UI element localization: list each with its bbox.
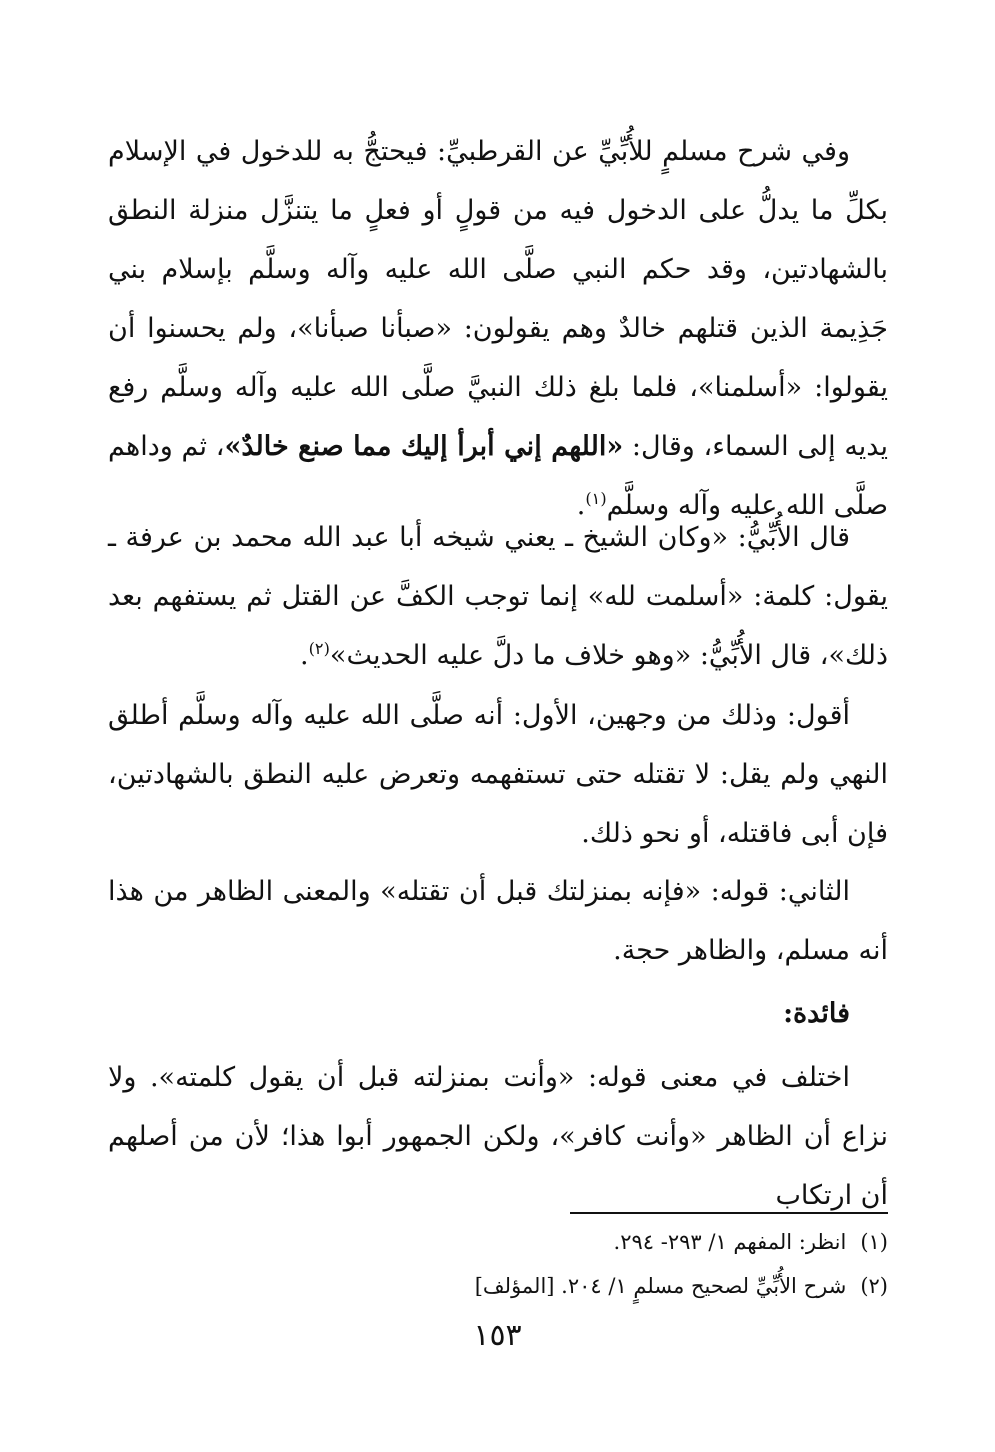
- footnote-1: [108, 1220, 888, 1264]
- paragraph-4-text: الثاني: قوله: «فإنه بمنزلتك قبل أن تقتله» والمعنى الظاهر من هذا أنه مسلم، والظاهر حجة.: [108, 876, 888, 966]
- paragraph-1-text: وفي شرح مسلمٍ للأُبِّيِّ عن القرطبيِّ: فيحتجُّ به للدخول في الإسلام بكلِّ ما يدلُّ على الدخول فيه من قولٍ أو فعلٍ ما يتنزَّل منزلة النطق بالشهادتين، وقد حكم النبي صلَّى الله عليه وآله وسلَّم بإسلام بني جَذِيمة الذين قتلهم خالدٌ وهم يقولون: «صبأنا صبأنا»، ولم يحسنوا أن يقولوا: «أسلمنا»، فلما بلغ ذلك النبيَّ صلَّى الله عليه وآله وسلَّم رفع يديه إلى السماء، وقال:: [108, 136, 888, 462]
- paragraph-3-text: أقول: وذلك من وجهين، الأول: أنه صلَّى الله عليه وآله وسلَّم أطلق النهي ولم يقل: لا تقتله حتى تستفهمه وتعرض عليه النطق بالشهادتين، فإن أبى فاقتله، أو نحو ذلك.: [108, 700, 888, 849]
- paragraph-1-text-cont: ، ثم وداهم صلَّى الله عليه وآله وسلَّم: [108, 431, 888, 521]
- footnote-2-text: شرح الأُبِّيِّ لصحيح مسلمٍ ١/ ٢٠٤. [المؤلف]: [474, 1274, 847, 1298]
- page-number: ١٥٣: [473, 1318, 522, 1353]
- faida-heading: فائدة:: [783, 998, 850, 1029]
- paragraph-2: [108, 508, 888, 685]
- footnote-ref-1: (١): [585, 489, 607, 508]
- paragraph-2-end: .: [299, 640, 309, 671]
- footnote-2: [108, 1264, 888, 1308]
- section-heading: [108, 984, 888, 1043]
- paragraph-5-text: اختلف في معنى قوله: «وأنت بمنزلته قبل أن يقول كلمته». ولا نزاع أن الظاهر «وأنت كافر»، ولكن الجمهور أبوا هذا؛ لأن من أصلهم أن ارتكاب: [108, 1062, 888, 1211]
- paragraph-1: [108, 122, 888, 535]
- footnote-divider: [570, 1212, 888, 1214]
- paragraph-3: [108, 686, 888, 863]
- paragraph-5: [108, 1048, 888, 1225]
- paragraph-1-end: .: [576, 490, 586, 521]
- paragraph-2-text: قال الأُبِّيُّ: «وكان الشيخ ـ يعني شيخه أبا عبد الله محمد بن عرفة ـ يقول: كلمة: «أسلمت لله» إنما توجب الكفَّ عن القتل ثم يستفهم بعد ذلك»، قال الأُبِّيُّ: «وهو خلاف ما دلَّ عليه الحديث»: [108, 522, 888, 671]
- footnote-ref-2: (٢): [308, 639, 330, 658]
- footnote-1-number: (١): [860, 1230, 888, 1254]
- footnote-1-text: انظر: المفهم ١/ ٢٩٣- ٢٩٤.: [613, 1230, 847, 1254]
- footnotes: [108, 1220, 888, 1308]
- paragraph-4: [108, 862, 888, 980]
- paragraph-1-quote: «اللهم إني أبرأ إليك مما صنع خالدٌ»: [224, 431, 624, 462]
- footnote-2-number: (٢): [860, 1274, 888, 1298]
